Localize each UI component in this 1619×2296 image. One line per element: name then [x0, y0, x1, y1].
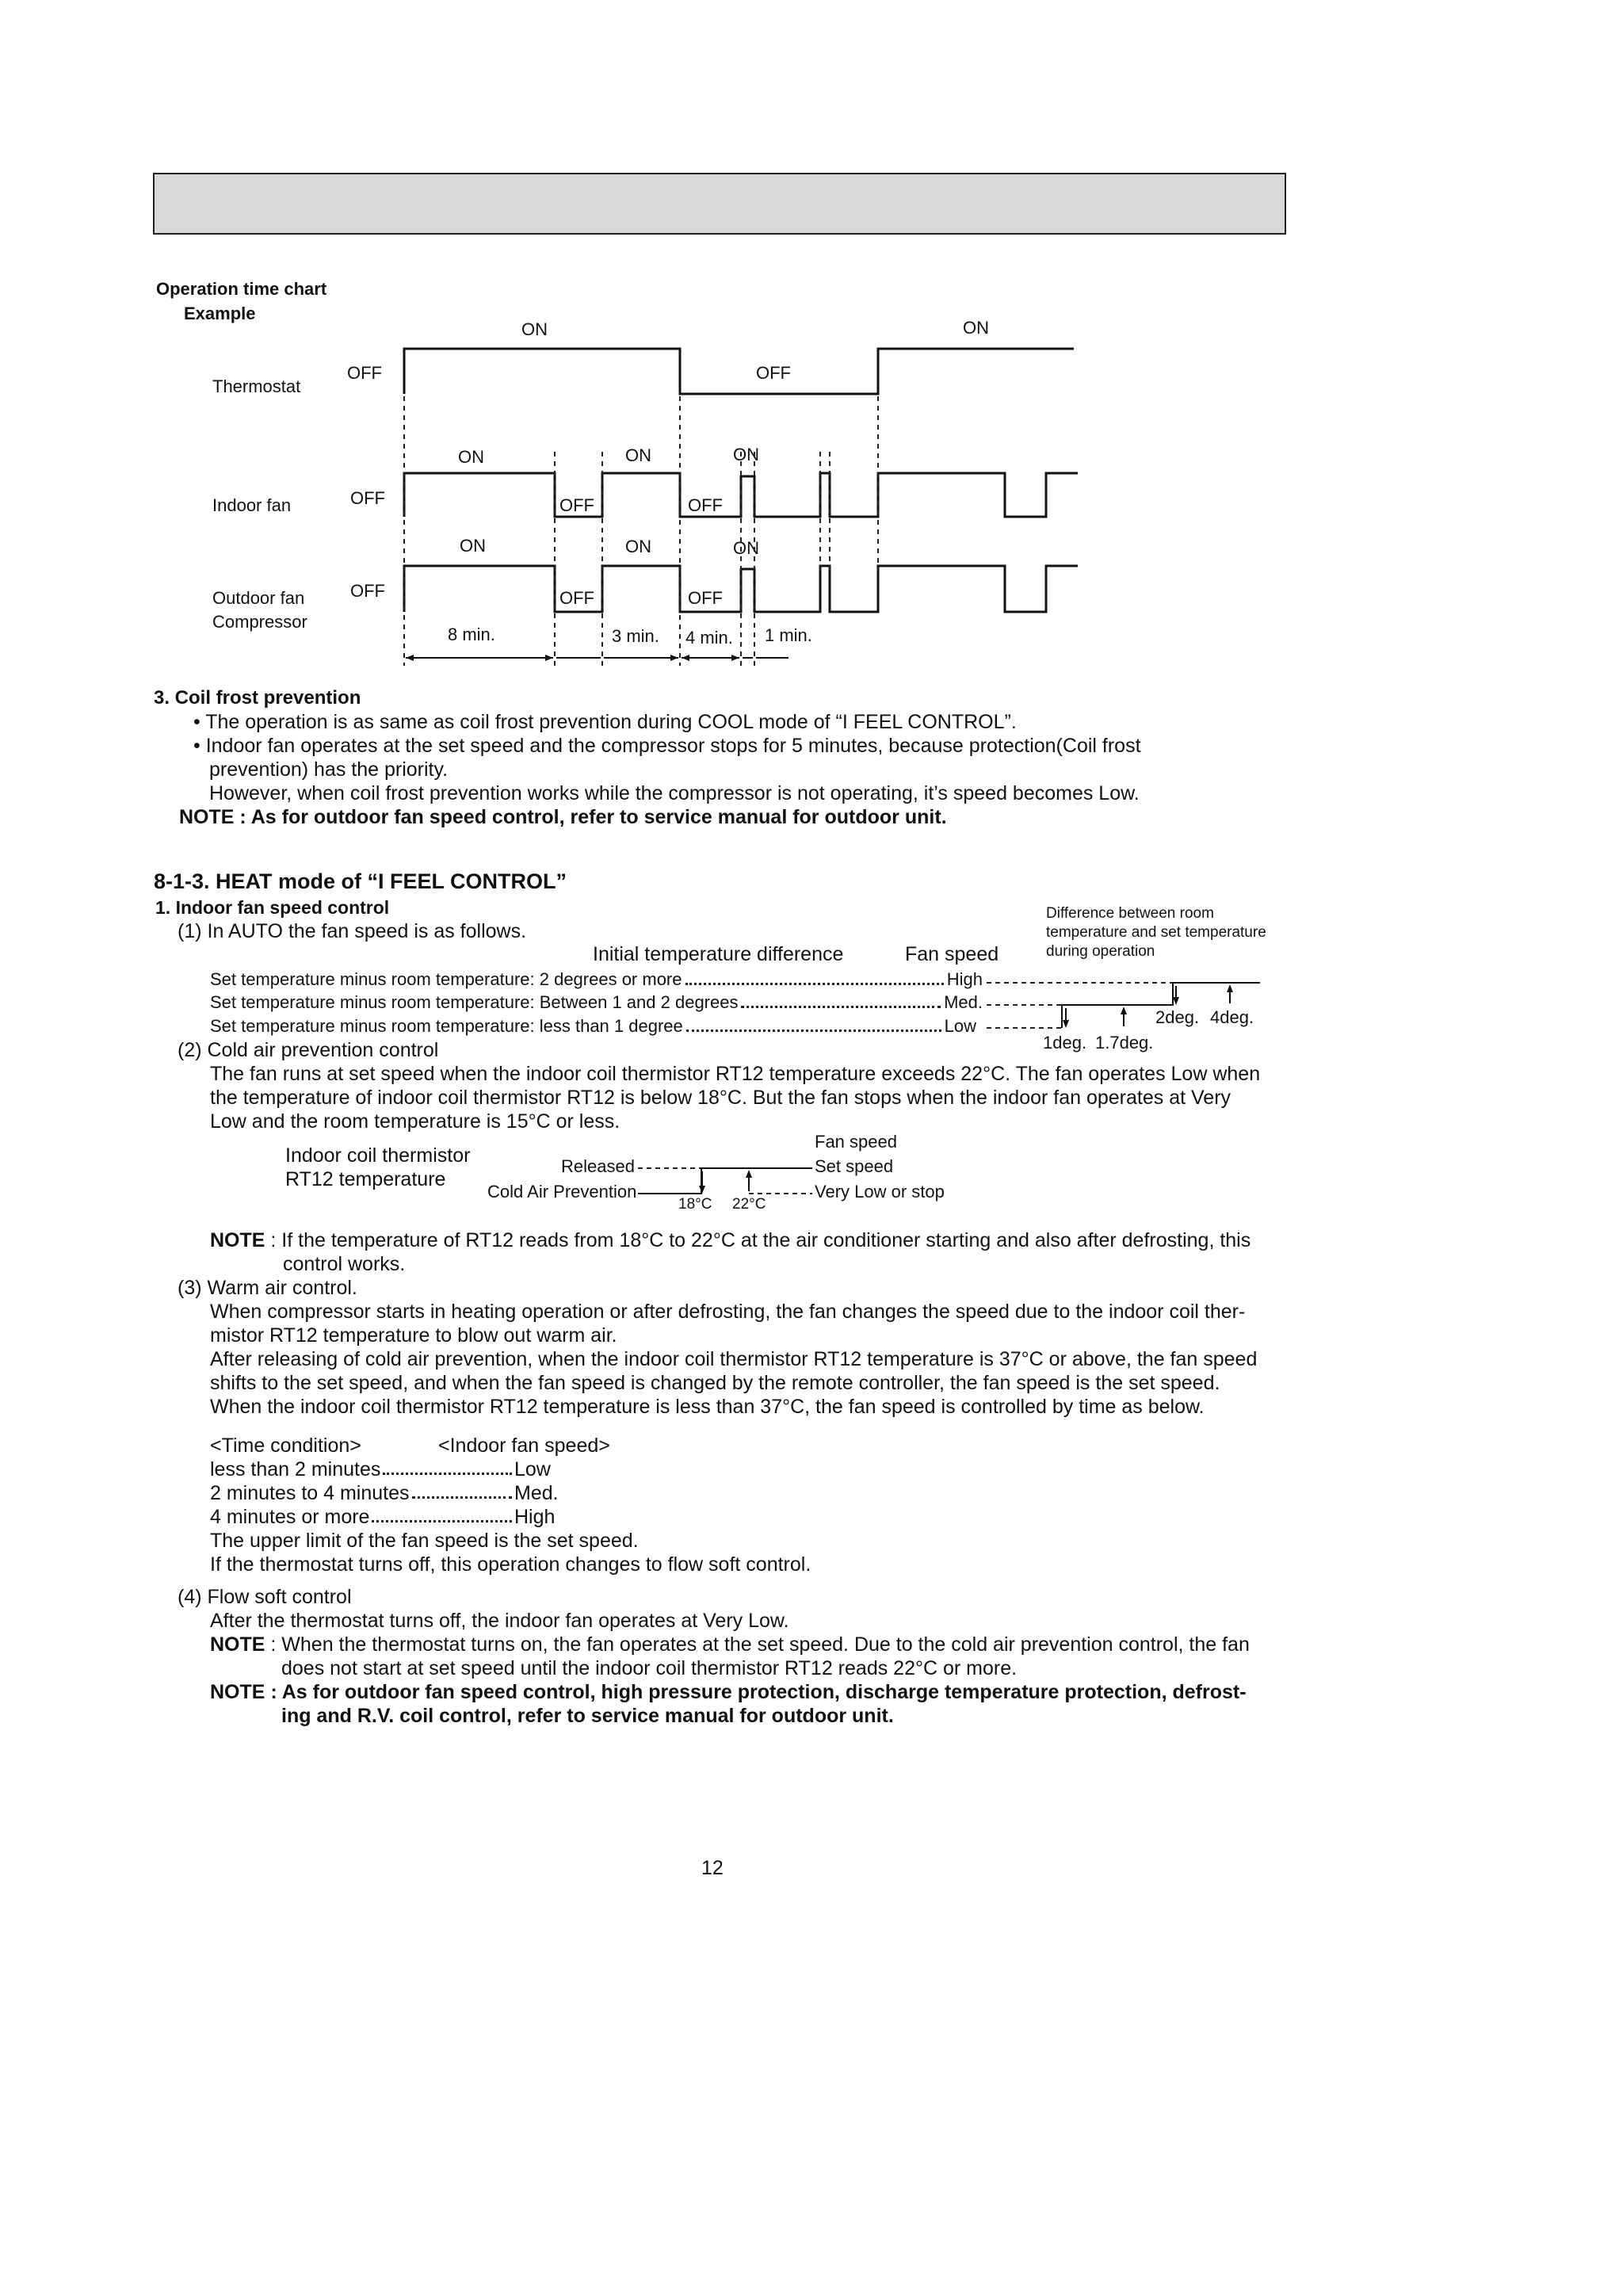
- time-row: [210, 1505, 559, 1529]
- indoor-fan-on-label: ON: [625, 445, 651, 465]
- duration-label: 1 min.: [765, 625, 812, 645]
- coil-frost-bullet2-cont: However, when coil frost prevention works while the compressor is not operating, it’s speed becomes Low.: [209, 782, 1140, 804]
- time-row-condition: less than 2 minutes: [210, 1458, 381, 1480]
- fan-speed-control-heading: 1. Indoor fan speed control: [155, 897, 390, 918]
- cold-air-note-cont: control works.: [283, 1253, 406, 1275]
- diff-tick-1deg: 1deg.: [1043, 1033, 1087, 1052]
- thermostat-on-label: ON: [963, 318, 989, 338]
- warm-air-paragraph: When compressor starts in heating operation or after defrosting, the fan changes the speed due to the indoor coil ther-: [210, 1301, 1246, 1323]
- leader-dots: [383, 1457, 512, 1475]
- flow-soft-paragraph: After the thermostat turns off, the indoor fan operates at Very Low.: [210, 1610, 789, 1632]
- col-fan-speed: Fan speed: [905, 943, 999, 965]
- outdoor-fan-off-label: OFF: [350, 581, 385, 601]
- warm-air-paragraph: shifts to the set speed, and when the fan speed is changed by the remote controller, the fan speed is the set speed.: [210, 1372, 1220, 1394]
- speed-row-label: Set temperature minus room temperature: less than 1 degree: [210, 1016, 683, 1036]
- row-label-indoor-fan: Indoor fan: [212, 495, 292, 515]
- row-label-thermostat: Thermostat: [212, 376, 301, 396]
- flow-soft-note: [210, 1633, 1250, 1656]
- leader-dots: [741, 992, 941, 1008]
- leader-dots: [686, 1016, 941, 1032]
- coil-frost-bullet2: • Indoor fan operates at the set speed and the compressor stops for 5 minutes, because protection(Coil frost: [193, 735, 1141, 757]
- cold-air-note: [210, 1228, 1251, 1252]
- cold-air-prevention-label: Cold Air Prevention: [487, 1182, 637, 1201]
- thermostat-waveform: [404, 349, 1074, 394]
- diff-caption: Difference between room: [1046, 905, 1214, 922]
- timechart-example: Example: [184, 304, 256, 323]
- note-word: NOTE: [210, 1633, 265, 1656]
- page-number: 12: [701, 1857, 724, 1879]
- diff-tick-1-7deg: 1.7deg.: [1095, 1033, 1154, 1052]
- time-row-condition: 4 minutes or more: [210, 1506, 370, 1528]
- thermostat-on-label: ON: [521, 319, 548, 339]
- auto-line: (1) In AUTO the fan speed is as follows.: [178, 920, 527, 942]
- upper-limit-text: The upper limit of the fan speed is the set speed.: [210, 1530, 639, 1552]
- leader-dots: [412, 1481, 512, 1499]
- row-label-outdoor-fan: Outdoor fan: [212, 588, 305, 608]
- indoor-fan-on-label: ON: [733, 445, 759, 464]
- fan-speed-label: Fan speed: [815, 1132, 897, 1152]
- heat-mode-title: 8-1-3. HEAT mode of “I FEEL CONTROL”: [154, 869, 567, 893]
- time-row-condition: 2 minutes to 4 minutes: [210, 1482, 410, 1504]
- speed-row-value: Med.: [944, 992, 983, 1012]
- diff-tick-4deg: 4deg.: [1210, 1007, 1254, 1027]
- flow-soft-note-cont: does not start at set speed until the indoor coil thermistor RT12 reads 22°C or more.: [281, 1657, 1018, 1679]
- thermostat-off-label: OFF: [756, 363, 791, 383]
- outdoor-fan-on-label: ON: [460, 536, 486, 556]
- duration-label: 8 min.: [448, 625, 495, 644]
- indoor-fan-off-label: OFF: [688, 495, 723, 515]
- speed-row-value: Low: [944, 1016, 976, 1036]
- col-time-condition: <Time condition>: [210, 1435, 361, 1457]
- row-label-compressor: Compressor: [212, 612, 307, 632]
- coil-frost-bullet1: • The operation is as same as coil frost prevention during COOL mode of “I FEEL CONTROL”.: [193, 711, 1017, 733]
- temp-22: 22°C: [732, 1196, 766, 1213]
- duration-label: 3 min.: [612, 626, 659, 646]
- speed-row: [210, 969, 983, 990]
- leader-dots: [372, 1505, 512, 1522]
- coil-thermistor-label: RT12 temperature: [285, 1168, 446, 1190]
- very-low-label: Very Low or stop: [815, 1182, 945, 1201]
- indoor-fan-off-label: OFF: [559, 495, 594, 515]
- diff-tick-2deg: 2deg.: [1155, 1007, 1200, 1027]
- cold-air-paragraph: the temperature of indoor coil thermistor RT12 is below 18°C. But the fan stops when the indoor fan operates at Very: [210, 1087, 1231, 1109]
- warm-air-paragraph: mistor RT12 temperature to blow out warm air.: [210, 1324, 617, 1347]
- col-indoor-fan-speed: <Indoor fan speed>: [438, 1435, 610, 1457]
- note-word: NOTE: [210, 1229, 265, 1251]
- warm-air-paragraph: When the indoor coil thermistor RT12 temperature is less than 37°C, the fan speed is controlled by time as below.: [210, 1396, 1205, 1418]
- final-note-cont: ing and R.V. coil control, refer to service manual for outdoor unit.: [281, 1705, 894, 1727]
- cold-air-heading: (2) Cold air prevention control: [178, 1039, 439, 1061]
- time-row-speed: High: [514, 1506, 556, 1528]
- speed-row-label: Set temperature minus room temperature: 2 degrees or more: [210, 969, 682, 989]
- time-row: [210, 1481, 559, 1505]
- cold-step: [638, 1168, 812, 1194]
- outdoor-fan-on-label: ON: [733, 538, 759, 558]
- speed-row-value: High: [946, 969, 983, 989]
- outdoor-fan-off-label: OFF: [688, 588, 723, 608]
- final-note: NOTE : As for outdoor fan speed control, high pressure protection, discharge temperature protection, defrost-: [210, 1681, 1247, 1703]
- timechart-title: Operation time chart: [156, 279, 327, 299]
- time-row-speed: Med.: [514, 1482, 559, 1504]
- coil-thermistor-label: Indoor coil thermistor: [285, 1144, 471, 1167]
- note-text: : When the thermostat turns on, the fan operates at the set speed. Due to the cold air prevention control, the fan: [265, 1633, 1250, 1656]
- coil-frost-note: NOTE : As for outdoor fan speed control, refer to service manual for outdoor unit.: [179, 806, 947, 828]
- time-row: [210, 1457, 559, 1481]
- indoor-fan-off-label: OFF: [350, 488, 385, 508]
- diff-caption: temperature and set temperature: [1046, 924, 1266, 941]
- thermostat-off-text: If the thermostat turns off, this operation changes to flow soft control.: [210, 1553, 811, 1576]
- col-initial-temp-diff: Initial temperature difference: [593, 943, 844, 965]
- speed-row: [210, 1016, 983, 1037]
- diff-caption: during operation: [1046, 943, 1155, 960]
- outdoor-fan-on-label: ON: [625, 537, 651, 556]
- cold-air-paragraph: Low and the room temperature is 15°C or less.: [210, 1110, 620, 1133]
- note-text: : If the temperature of RT12 reads from 18°C to 22°C at the air conditioner starting and also after defrosting, this: [265, 1229, 1251, 1251]
- speed-row: [210, 992, 983, 1013]
- time-row-speed: Low: [514, 1458, 551, 1480]
- duration-label: 4 min.: [685, 628, 733, 648]
- warm-air-heading: (3) Warm air control.: [178, 1277, 357, 1299]
- cold-air-paragraph: The fan runs at set speed when the indoor coil thermistor RT12 temperature exceeds 22°C. The fan operates Low when: [210, 1063, 1261, 1085]
- flow-soft-heading: (4) Flow soft control: [178, 1586, 352, 1608]
- leader-dots: [685, 969, 944, 985]
- indoor-fan-on-label: ON: [458, 447, 484, 467]
- released-label: Released: [561, 1156, 635, 1176]
- speed-row-label: Set temperature minus room temperature: Between 1 and 2 degrees: [210, 992, 739, 1012]
- temp-18: 18°C: [678, 1196, 712, 1213]
- set-speed-label: Set speed: [815, 1156, 894, 1176]
- thermostat-off-label: OFF: [347, 363, 382, 383]
- coil-frost-heading: 3. Coil frost prevention: [154, 687, 361, 709]
- warm-air-paragraph: After releasing of cold air prevention, when the indoor coil thermistor RT12 temperature is 37°C or above, the fan speed: [210, 1348, 1258, 1370]
- coil-frost-bullet2-cont: prevention) has the priority.: [209, 758, 449, 781]
- outdoor-fan-off-label: OFF: [559, 588, 594, 608]
